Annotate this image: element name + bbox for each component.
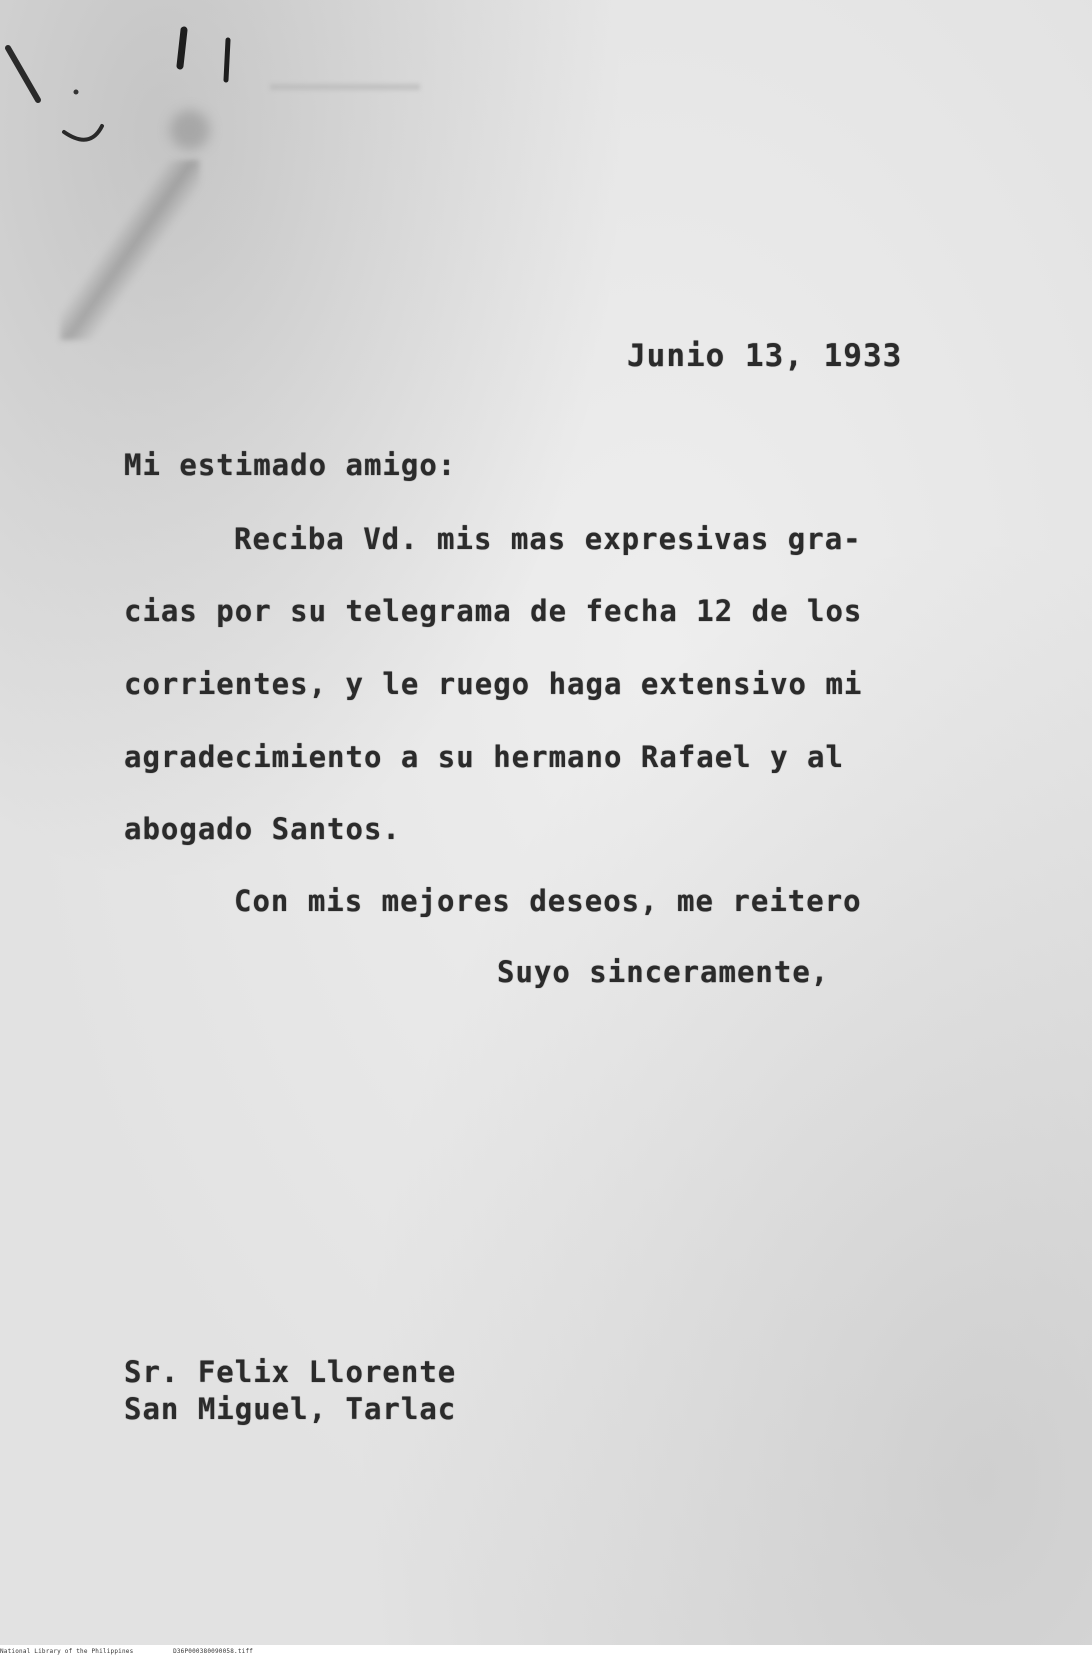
salutation: Mi estimado amigo: <box>124 448 457 482</box>
scan-footer <box>0 1648 253 1655</box>
body-line-4: agradecimiento a su hermano Rafael y al <box>124 740 844 774</box>
handwritten-marks <box>0 0 300 200</box>
sign-off: Suyo sinceramente, <box>497 955 830 989</box>
body-line-5: abogado Santos. <box>124 812 401 846</box>
recipient-place: San Miguel, Tarlac <box>124 1392 457 1426</box>
body-line-3: corrientes, y le ruego haga extensivo mi <box>124 667 863 701</box>
footer-file-name: D36P000380090058.tiff <box>173 1648 254 1655</box>
body-line-1: Reciba Vd. mis mas expresivas gra- <box>234 522 862 556</box>
recipient-name: Sr. Felix Llorente <box>124 1355 457 1389</box>
body-line-2: cias por su telegrama de fecha 12 de los <box>124 594 863 628</box>
letter-date: Junio 13, 1933 <box>627 338 903 374</box>
closing-line: Con mis mejores deseos, me reitero <box>234 884 862 918</box>
footer-institution: National Library of the Philippines <box>0 1648 134 1655</box>
